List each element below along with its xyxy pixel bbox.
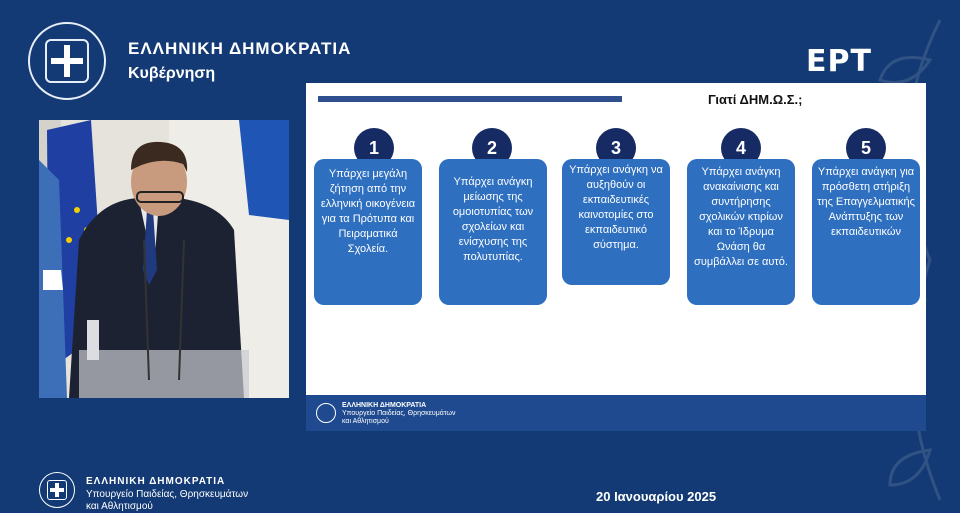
step-number: 1 (354, 128, 394, 168)
greek-emblem-icon (28, 22, 106, 100)
slide-footer-line3: και Αθλητισμού (342, 418, 389, 425)
slide-footer-line2: Υπουργείο Παιδείας, Θρησκευμάτων (342, 410, 456, 417)
ert-logo: ΕΡΤ (806, 44, 872, 79)
slide-header-bar (318, 96, 622, 102)
step-text: Υπάρχει ανάγκη να αυξηθούν οι εκπαιδευτικές καινοτομίες στο εκπαιδευτικό σύστημα. (562, 159, 670, 285)
step-number: 2 (472, 128, 512, 168)
step-number: 5 (846, 128, 886, 168)
broadcast-date: 20 Ιανουαρίου 2025 (596, 489, 717, 504)
step-text: Υπάρχει ανάγκη ανακαίνισης και συντήρησης σχολικών κτιρίων και το Ίδρυμα Ωνάση θα συμβάλλει σε αυτό. (687, 159, 795, 305)
bottom-line2: Υπουργείο Παιδείας, Θρησκευμάτων (86, 489, 249, 500)
step-text: Υπάρχει ανάγκη για πρόσθετη στήριξη της Επαγγελματικής Ανάπτυξης των εκπαιδευτικών (812, 159, 920, 305)
step-text: Υπάρχει ανάγκη μείωσης της ομοιοτυπίας των σχολείων και ενίσχυσης της πολυτυπίας. (439, 159, 547, 305)
ministry-emblem-icon (316, 403, 336, 423)
top-header (28, 22, 351, 100)
step-number: 4 (721, 128, 761, 168)
presentation-slide (306, 83, 926, 431)
slide-footer-line1: ΕΛΛΗΝΙΚΗ ΔΗΜΟΚΡΑΤΙΑ (342, 402, 427, 409)
country-title: ΕΛΛΗΝΙΚΗ ΔΗΜΟΚΡΑΤΙΑ (128, 39, 352, 58)
speaker-video (39, 120, 289, 398)
slide-title: Γιατί ΔΗΜ.Ω.Σ.; (708, 92, 803, 107)
ministry-label (86, 476, 248, 512)
bottom-emblem-icon (39, 472, 75, 508)
government-subtitle: Κυβέρνηση (128, 65, 216, 82)
bottom-line3: και Αθλητισμού (86, 501, 153, 512)
step-text: Υπάρχει μεγάλη ζήτηση από την ελληνική οικογένεια για τα Πρότυπα και Πειραματικά Σχολεία. (314, 159, 422, 305)
slide-footer (306, 395, 926, 431)
step-number: 3 (596, 128, 636, 168)
bottom-line1: ΕΛΛΗΝΙΚΗ ΔΗΜΟΚΡΑΤΙΑ (86, 476, 226, 487)
